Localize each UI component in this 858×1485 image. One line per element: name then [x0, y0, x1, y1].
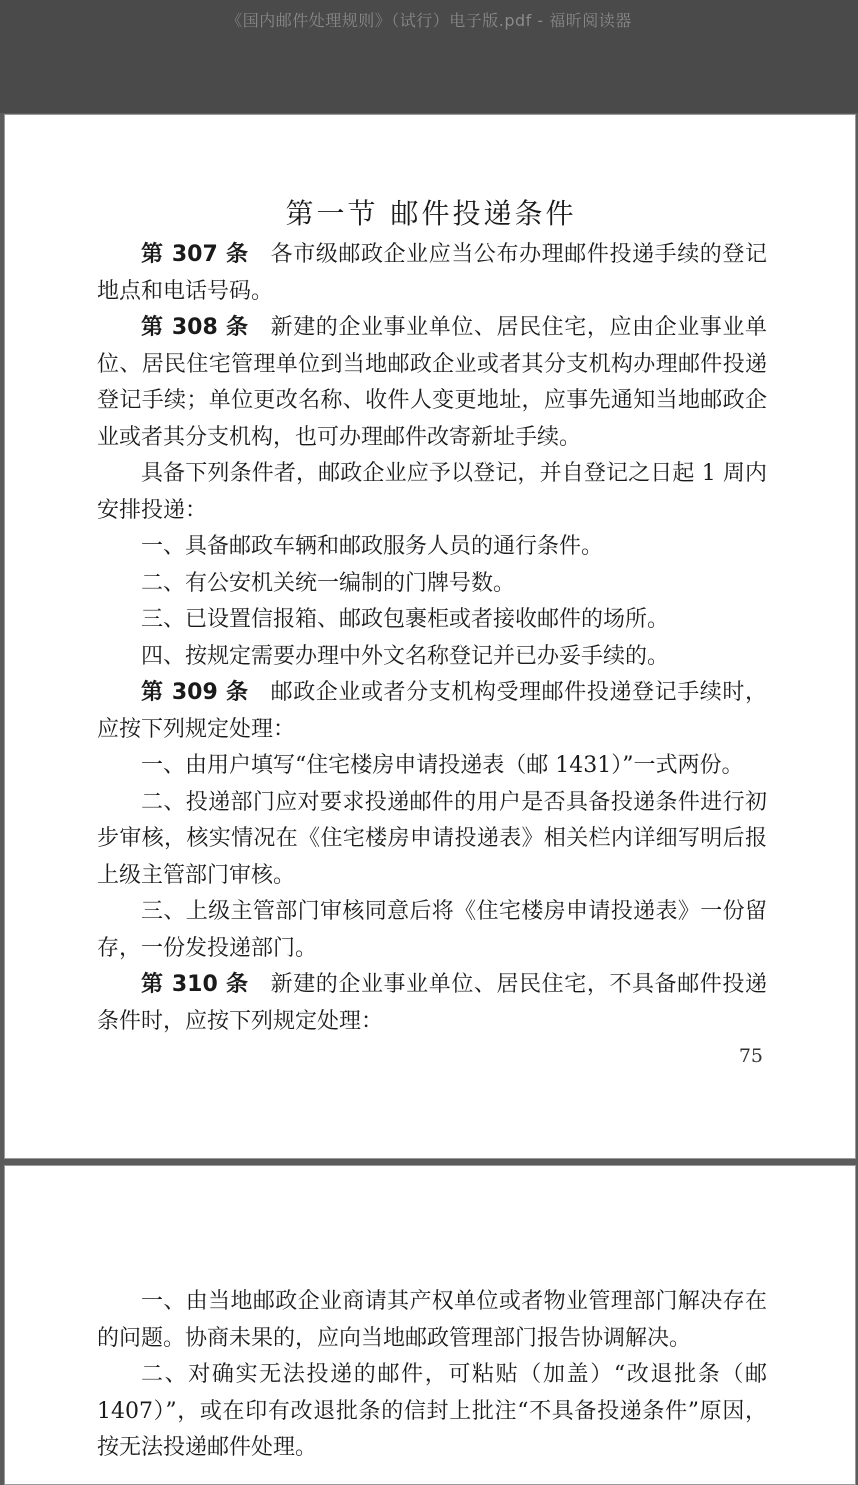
- paragraph-text: 三、上级主管部门审核同意后将《住宅楼房申请投递表》一份留存，一份发投递部门。: [97, 899, 767, 961]
- paragraph-text: 新建的企业事业单位、居民住宅，不具备邮件投递条件时，应按下列规定处理：: [97, 972, 767, 1034]
- page-number: 75: [738, 1045, 763, 1067]
- paragraph: [97, 1357, 767, 1467]
- paragraph-text: 具备下列条件者，邮政企业应予以登记，并自登记之日起 1 周内安排投递：: [97, 461, 767, 523]
- paragraph-text: 二、对确实无法投递的邮件，可粘贴（加盖）“改退批条（邮1407）”，或在印有改退批条的信封上批注“不具备投递条件”原因，按无法投递邮件处理。: [97, 1362, 767, 1460]
- document-page-76: [4, 1165, 856, 1485]
- paragraph-text: 各市级邮政企业应当公布办理邮件投递手续的登记地点和电话号码。: [97, 242, 767, 304]
- paragraph: [97, 602, 767, 639]
- title-bar: [0, 0, 858, 113]
- article-number: 第 308 条: [141, 315, 249, 340]
- paragraph-text: 二、投递部门应对要求投递邮件的用户是否具备投递条件进行初步审核，核实情况在《住宅楼房申请投递表》相关栏内详细写明后报上级主管部门审核。: [97, 789, 767, 888]
- article-number: 第 310 条: [141, 972, 249, 997]
- article-number: 第 309 条: [141, 680, 249, 705]
- paragraph: [97, 237, 767, 310]
- page-content: [97, 237, 767, 1040]
- paragraph-text: 新建的企业事业单位、居民住宅，应由企业事业单位、居民住宅管理单位到当地邮政企业或者其分支机构办理邮件投递登记手续；单位更改名称、收件人变更地址，应事先通知当地邮政企业或者其分支机构，也可办理邮件改寄新址手续。: [97, 315, 767, 450]
- document-page-75: [4, 114, 856, 1159]
- paragraph-text: 一、由当地邮政企业商请其产权单位或者物业管理部门解决存在的问题。协商未果的，应向当地邮政管理部门报告协调解决。: [97, 1289, 767, 1351]
- paragraph: [97, 566, 767, 603]
- paragraph-text: 一、具备邮政车辆和邮政服务人员的通行条件。: [141, 534, 604, 559]
- paragraph-text: 二、有公安机关统一编制的门牌号数。: [141, 570, 516, 596]
- paragraph: [97, 456, 767, 529]
- window-title: 《国内邮件处理规则》（试行）电子版.pdf - 福昕阅读器: [226, 11, 632, 30]
- paragraph-text: 一、由用户填写“住宅楼房申请投递表（邮 1431）”一式两份。: [141, 753, 744, 778]
- paragraph: [97, 529, 767, 566]
- article-number: 第 307 条: [141, 242, 249, 267]
- paragraph-text: 邮政企业或者分支机构受理邮件投递登记手续时，应按下列规定处理：: [97, 680, 767, 742]
- paragraph: [97, 675, 767, 748]
- paragraph-text: 四、按规定需要办理中外文名称登记并已办妥手续的。: [141, 643, 670, 669]
- paragraph: [97, 310, 767, 456]
- paragraph: [97, 785, 767, 895]
- section-title: 第一节 邮件投递条件: [285, 196, 577, 230]
- paragraph: [97, 1284, 767, 1357]
- paragraph: [97, 967, 767, 1040]
- paragraph: [97, 894, 767, 967]
- paragraph-text: 三、已设置信报箱、邮政包裹柜或者接收邮件的场所。: [141, 607, 670, 632]
- paragraph: [97, 748, 767, 785]
- paragraph: [97, 639, 767, 676]
- page-content: [97, 1284, 767, 1467]
